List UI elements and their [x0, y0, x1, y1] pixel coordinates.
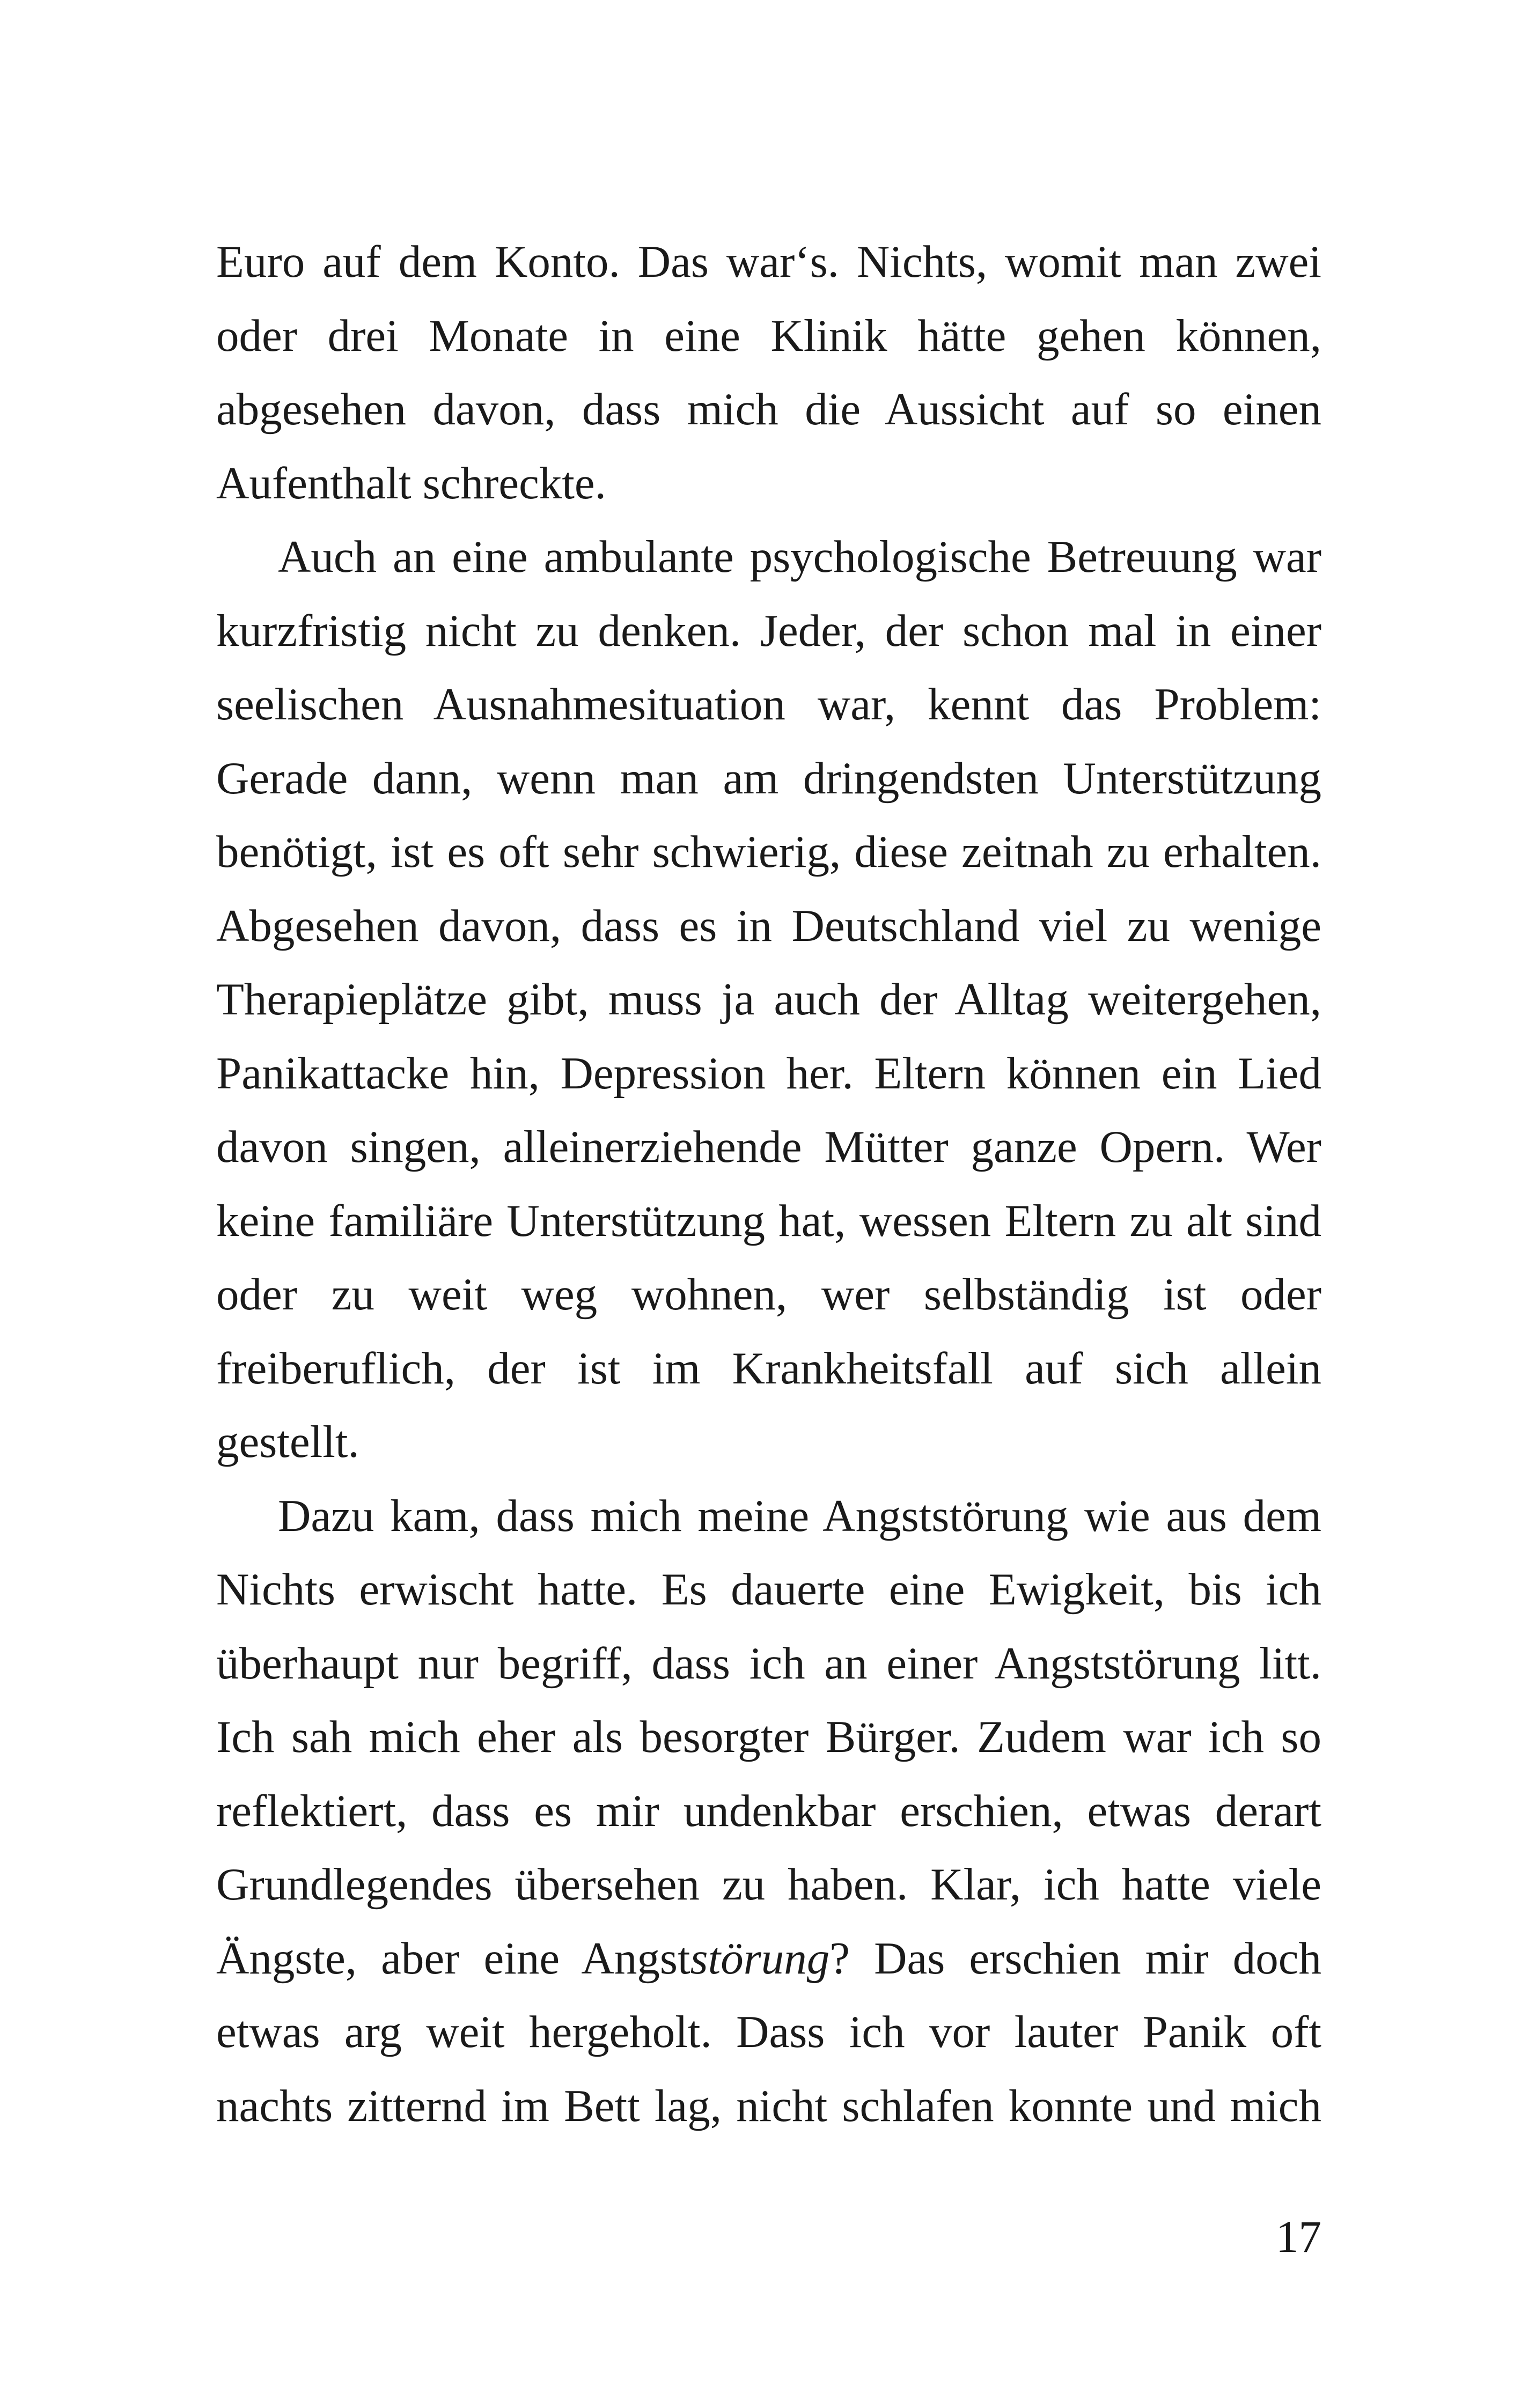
text-line: Grundlegendes übersehen zu haben. Klar, ich hatte viele: [216, 1859, 1321, 1910]
page-number: 17: [1276, 2212, 1321, 2262]
text-line-with-italic: [216, 1922, 1321, 1996]
text-line: Abgesehen davon, dass es in Deutschland viel zu wenige: [216, 900, 1321, 951]
text-line: etwas arg weit hergeholt. Dass ich vor lauter Panik oft: [216, 2007, 1321, 2057]
text-line: Panikattacke hin, Depression her. Eltern können ein Lied: [216, 1048, 1321, 1099]
text-line: kurzfristig nicht zu denken. Jeder, der schon mal in einer: [216, 605, 1321, 656]
paragraph-2: [216, 520, 1321, 1479]
text-line: Euro auf dem Konto. Das war‘s. Nichts, womit man zwei: [216, 237, 1321, 287]
text-line: gestellt.: [216, 1417, 359, 1467]
text-line: Aufenthalt schreckte.: [216, 458, 606, 509]
italic-emphasis: störung: [690, 1933, 830, 1984]
text-segment: Ängste, aber eine Angst: [216, 1933, 690, 1984]
text-line: benötigt, ist es oft sehr schwierig, diese zeitnah zu erhalten.: [216, 827, 1321, 877]
text-line: reflektiert, dass es mir undenkbar erschien, etwas derart: [216, 1785, 1321, 1836]
text-line: nachts zitternd im Bett lag, nicht schlafen konnte und mich: [216, 2080, 1321, 2131]
text-line: abgesehen davon, dass mich die Aussicht auf so einen: [216, 384, 1321, 435]
body-text: [216, 225, 1321, 2143]
text-line: Therapieplätze gibt, muss ja auch der Alltag weitergehen,: [216, 974, 1321, 1025]
text-segment: ? Das erschien mir doch: [829, 1933, 1321, 1984]
paragraph-1: [216, 225, 1321, 520]
text-line: keine familiäre Unterstützung hat, wessen Eltern zu alt sind: [216, 1195, 1321, 1246]
paragraph-3: [216, 1479, 1321, 2144]
text-line: Nichts erwischt hatte. Es dauerte eine Ewigkeit, bis ich: [216, 1564, 1321, 1615]
text-line: überhaupt nur begriff, dass ich an einer Angststörung litt.: [216, 1638, 1321, 1689]
text-line: freiberuflich, der ist im Krankheitsfall auf sich allein: [216, 1343, 1321, 1394]
text-line: davon singen, alleinerziehende Mütter ganze Opern. Wer: [216, 1122, 1321, 1172]
text-line: Auch an eine ambulante psychologische Betreuung war: [278, 532, 1321, 582]
text-line: Dazu kam, dass mich meine Angststörung wie aus dem: [278, 1490, 1321, 1541]
text-line: Ich sah mich eher als besorgter Bürger. Zudem war ich so: [216, 1712, 1321, 1762]
text-line: oder drei Monate in eine Klinik hätte gehen können,: [216, 310, 1321, 361]
text-line: oder zu weit weg wohnen, wer selbständig ist oder: [216, 1269, 1321, 1320]
text-line: Gerade dann, wenn man am dringendsten Unterstützung: [216, 753, 1321, 804]
text-line: seelischen Ausnahmesituation war, kennt das Problem:: [216, 679, 1321, 730]
